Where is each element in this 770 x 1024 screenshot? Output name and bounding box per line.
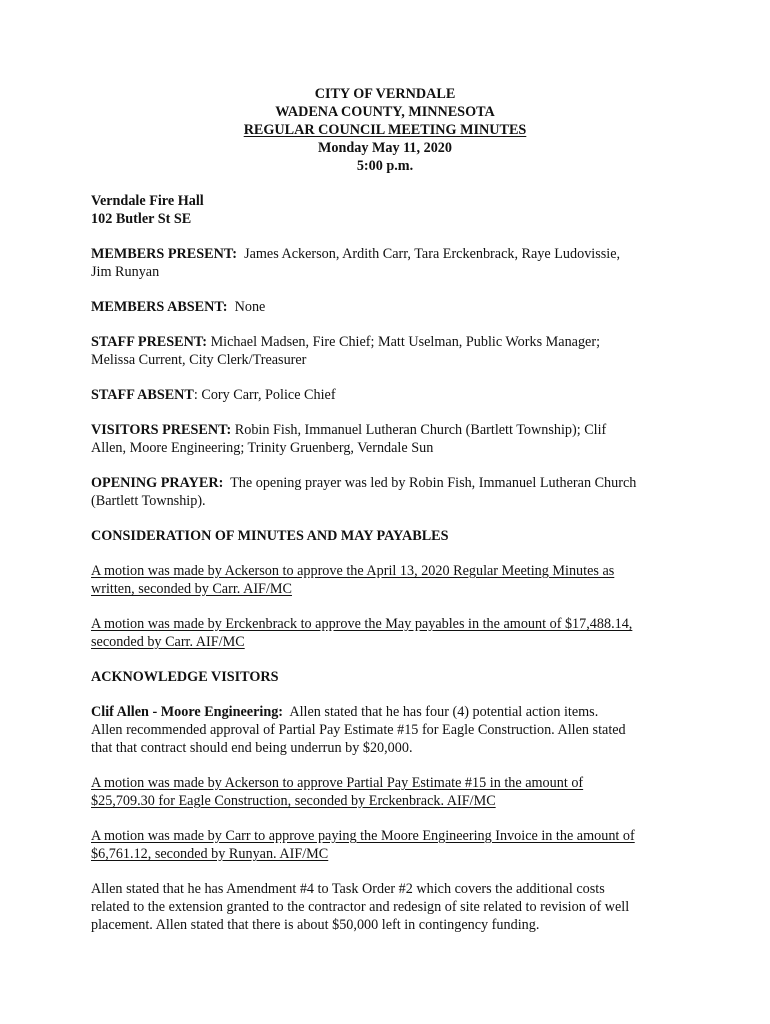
visitors-present-text-cont: Allen, Moore Engineering; Trinity Gruenberg, Verndale Sun [91, 440, 434, 456]
visitors-present-section [91, 421, 681, 457]
staff-present-label: STAFF PRESENT: [91, 334, 208, 350]
clif-allen-report [91, 703, 681, 757]
staff-absent-label: STAFF ABSENT [91, 387, 194, 403]
opening-prayer-section [91, 474, 681, 510]
location-place: Verndale Fire Hall [91, 193, 204, 209]
clif-allen-text-cont: that that contract should end being underrun by $20,000. [91, 740, 413, 756]
amendment-paragraph [91, 880, 681, 934]
section-heading-minutes: CONSIDERATION OF MINUTES AND MAY PAYABLES [91, 528, 449, 544]
staff-absent-text: : Cory Carr, Police Chief [193, 387, 336, 403]
visitors-present-text: Robin Fish, Immanuel Lutheran Church (Bartlett Township); Clif [234, 422, 607, 438]
members-present-text-cont: Jim Runyan [91, 264, 160, 280]
motion-line: $25,709.30 for Eagle Construction, seconded by Erckenbrack. AIF/MC [91, 793, 496, 809]
members-present-section [91, 245, 681, 281]
motion-line: A motion was made by Carr to approve paying the Moore Engineering Invoice in the amount of [91, 828, 635, 844]
opening-prayer-text: The opening prayer was led by Robin Fish, Immanuel Lutheran Church [230, 475, 637, 491]
motion-line: A motion was made by Erckenbrack to approve the May payables in the amount of $17,488.14, [91, 616, 633, 632]
amendment-line: related to the extension granted to the contractor and redesign of site related to revision of well [91, 899, 630, 915]
city-name: CITY OF VERNDALE [314, 86, 456, 102]
county-name: WADENA COUNTY, MINNESOTA [275, 104, 495, 120]
opening-prayer-text-cont: (Bartlett Township). [91, 493, 206, 509]
members-absent-section [91, 298, 681, 316]
amendment-line: placement. Allen stated that there is about $50,000 left in contingency funding. [91, 917, 540, 933]
opening-prayer-label: OPENING PRAYER: [91, 475, 224, 491]
clif-allen-label: Clif Allen - Moore Engineering: [91, 704, 284, 720]
staff-absent-section [91, 386, 681, 404]
meeting-location [91, 192, 681, 228]
motion-line: seconded by Carr. AIF/MC [91, 634, 245, 650]
amendment-line: Allen stated that he has Amendment #4 to Task Order #2 which covers the additional costs [91, 881, 605, 897]
motion-line: A motion was made by Ackerson to approve the April 13, 2020 Regular Meeting Minutes as [91, 563, 615, 579]
motion-line: written, seconded by Carr. AIF/MC [91, 581, 292, 597]
members-absent-label: MEMBERS ABSENT: [91, 299, 228, 315]
document-header [0, 85, 770, 175]
staff-present-text-cont: Melissa Current, City Clerk/Treasurer [91, 352, 307, 368]
motion-approve-minutes [91, 562, 681, 598]
members-absent-text: None [234, 299, 266, 315]
motion-line: $6,761.12, seconded by Runyan. AIF/MC [91, 846, 329, 862]
motion-engineering-invoice [91, 827, 681, 863]
visitors-present-label: VISITORS PRESENT: [91, 422, 232, 438]
section-heading-visitors: ACKNOWLEDGE VISITORS [91, 669, 279, 685]
members-present-text: James Ackerson, Ardith Carr, Tara Erckenbrack, Raye Ludovissie, [244, 246, 621, 262]
motion-line: A motion was made by Ackerson to approve Partial Pay Estimate #15 in the amount of [91, 775, 584, 791]
motion-approve-payables [91, 615, 681, 651]
location-address: 102 Butler St SE [91, 211, 192, 227]
staff-present-section [91, 333, 681, 369]
clif-allen-text: Allen stated that he has four (4) potential action items. [289, 704, 599, 720]
members-present-label: MEMBERS PRESENT: [91, 246, 237, 262]
meeting-time: 5:00 p.m. [356, 158, 414, 174]
clif-allen-text-cont: Allen recommended approval of Partial Pay Estimate #15 for Eagle Construction. Allen stated [91, 722, 626, 738]
motion-partial-pay-estimate [91, 774, 681, 810]
document-title: REGULAR COUNCIL MEETING MINUTES [243, 122, 527, 138]
staff-present-text: Michael Madsen, Fire Chief; Matt Uselman, Public Works Manager; [210, 334, 601, 350]
minutes-body [91, 192, 681, 934]
meeting-date: Monday May 11, 2020 [318, 140, 452, 156]
